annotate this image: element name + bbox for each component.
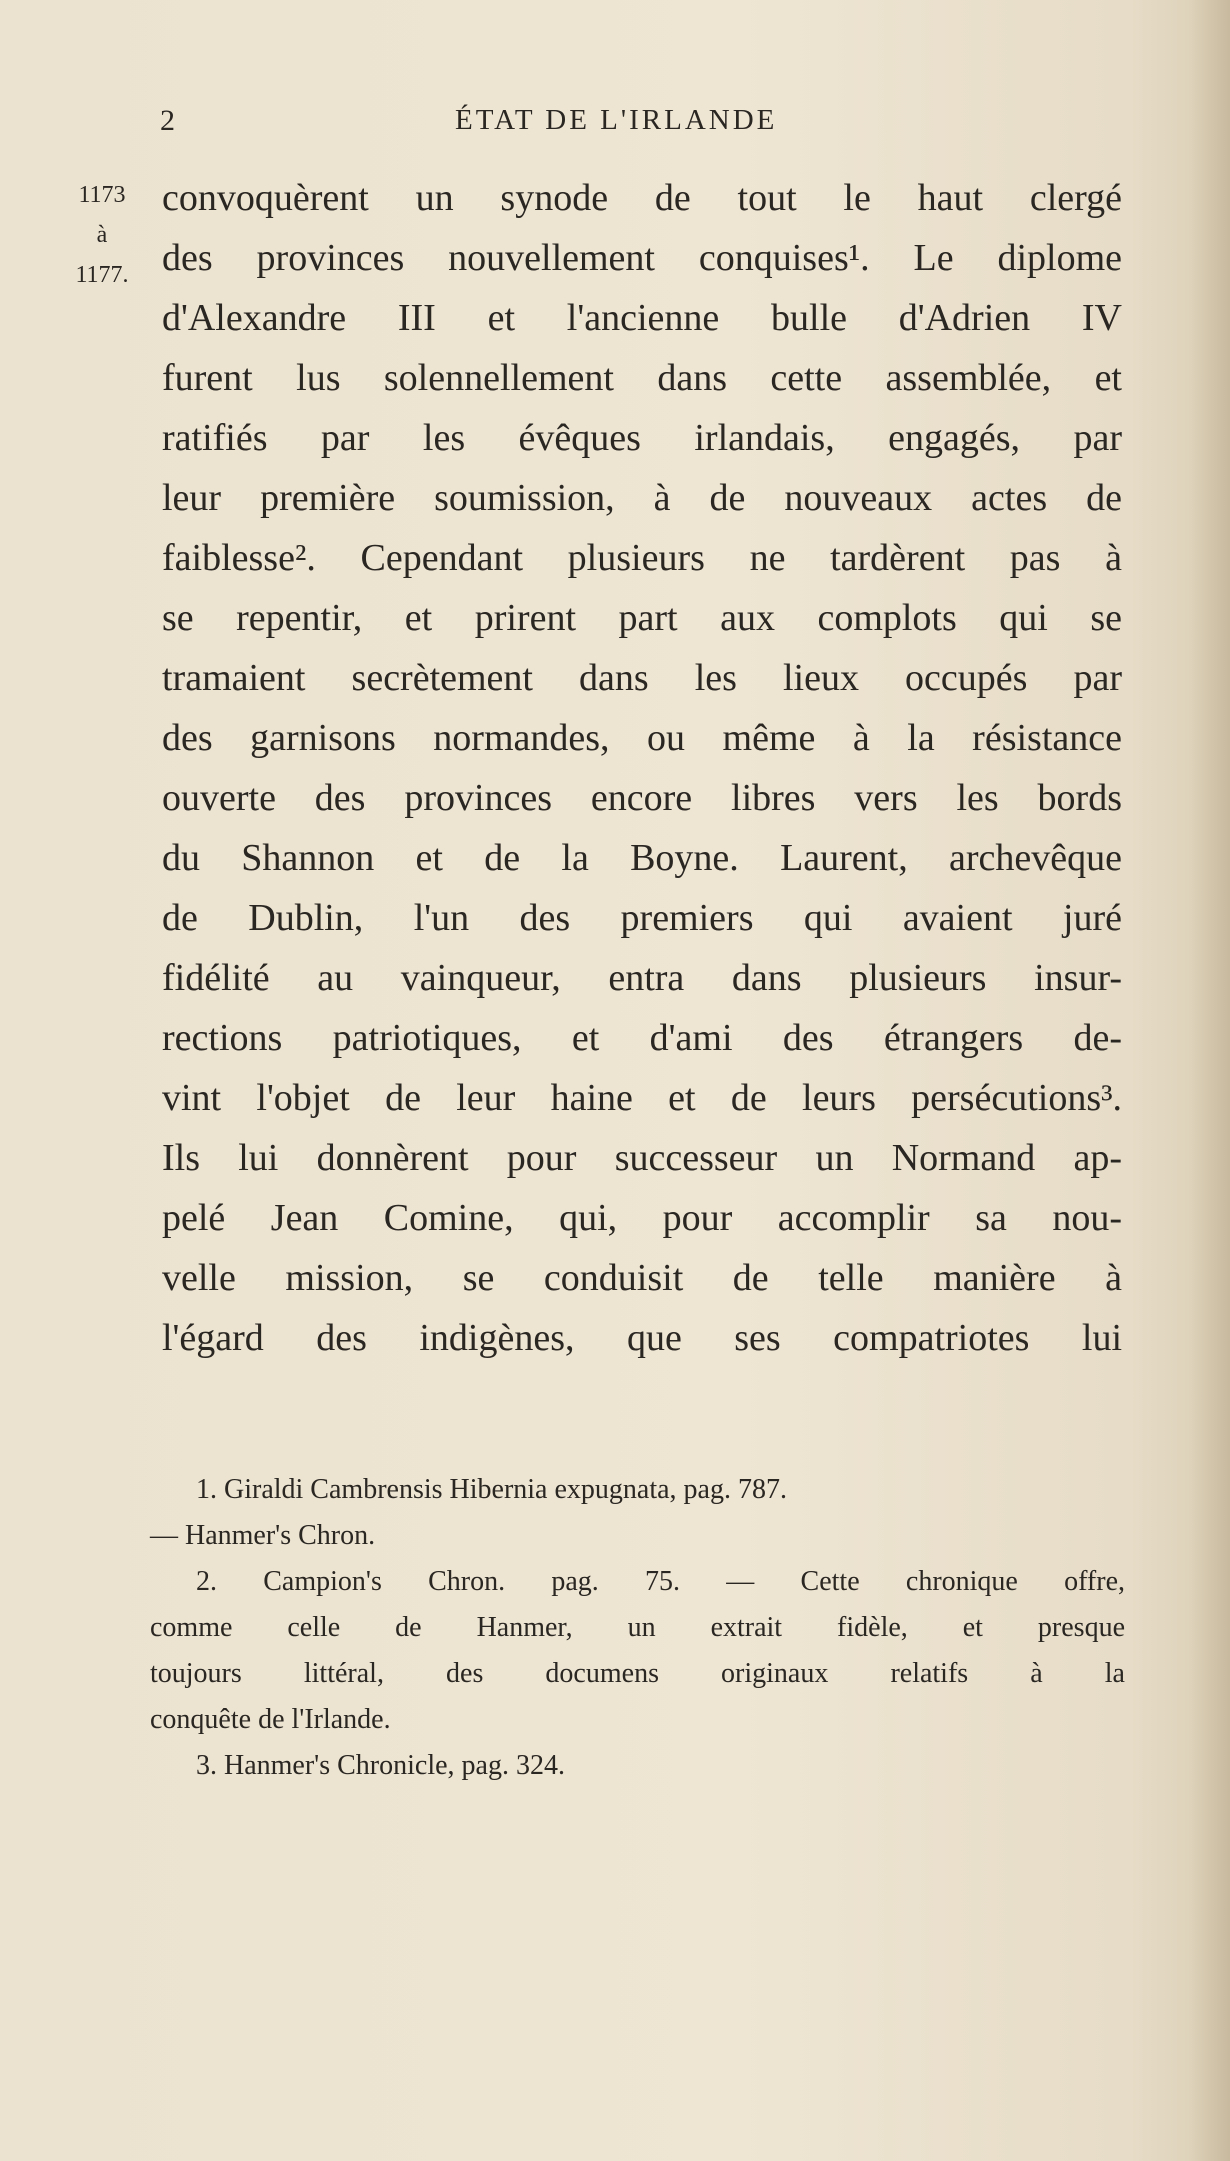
body-line: tramaient secrètement dans les lieux occupés par <box>162 657 1122 699</box>
body-line: ouverte des provinces encore libres vers les bords <box>162 777 1122 819</box>
footnote-2-continued: comme celle de Hanmer, un extrait fidèle, et presque <box>150 1612 1125 1643</box>
margin-date-note <box>62 176 142 296</box>
body-line: velle mission, se conduisit de telle manière à <box>162 1257 1122 1299</box>
body-line: faiblesse². Cependant plusieurs ne tardèrent pas à <box>162 537 1122 579</box>
footnote-2: 2. Campion's Chron. pag. 75. — Cette chronique offre, <box>196 1566 1125 1597</box>
body-text <box>162 168 1122 1368</box>
body-line: se repentir, et prirent part aux complots qui se <box>162 597 1122 639</box>
body-line: rections patriotiques, et d'ami des étrangers de- <box>162 1017 1122 1059</box>
footnote-2-continued: conquête de l'Irlande. <box>150 1704 391 1735</box>
margin-date-connector: à <box>96 222 108 248</box>
body-line: convoquèrent un synode de tout le haut clergé <box>162 177 1122 219</box>
margin-date-start: 1173 <box>78 182 126 208</box>
page-edge-shadow <box>1190 0 1230 2161</box>
footnote-1: 1. Giraldi Cambrensis Hibernia expugnata, pag. 787. <box>196 1474 787 1505</box>
body-line: d'Alexandre III et l'ancienne bulle d'Adrien IV <box>162 297 1122 339</box>
footnote-1-continued: — Hanmer's Chron. <box>150 1520 376 1551</box>
footnote-3: 3. Hanmer's Chronicle, pag. 324. <box>196 1750 565 1781</box>
body-line: de Dublin, l'un des premiers qui avaient juré <box>162 897 1122 939</box>
running-head <box>0 104 1230 144</box>
body-line: Ils lui donnèrent pour successeur un Normand ap- <box>162 1137 1122 1179</box>
body-line: du Shannon et de la Boyne. Laurent, archevêque <box>162 837 1122 879</box>
body-line: des provinces nouvellement conquises¹. Le diplome <box>162 237 1122 279</box>
body-line: leur première soumission, à de nouveaux actes de <box>162 477 1122 519</box>
body-line: ratifiés par les évêques irlandais, engagés, par <box>162 417 1122 459</box>
footnote-2-continued: toujours littéral, des documens originaux relatifs à la <box>150 1658 1125 1689</box>
body-line: pelé Jean Comine, qui, pour accomplir sa nou- <box>162 1197 1122 1239</box>
body-line: vint l'objet de leur haine et de leurs persécutions³. <box>162 1077 1122 1119</box>
body-line: fidélité au vainqueur, entra dans plusieurs insur- <box>162 957 1122 999</box>
margin-date-end: 1177. <box>75 262 129 288</box>
body-line: l'égard des indigènes, que ses compatriotes lui <box>162 1317 1122 1359</box>
body-line: des garnisons normandes, ou même à la résistance <box>162 717 1122 759</box>
footnotes <box>150 1467 1125 1789</box>
page-number: 2 <box>160 104 175 137</box>
running-title: ÉTAT DE L'IRLANDE <box>455 104 778 136</box>
body-line: furent lus solennellement dans cette assemblée, et <box>162 357 1122 399</box>
